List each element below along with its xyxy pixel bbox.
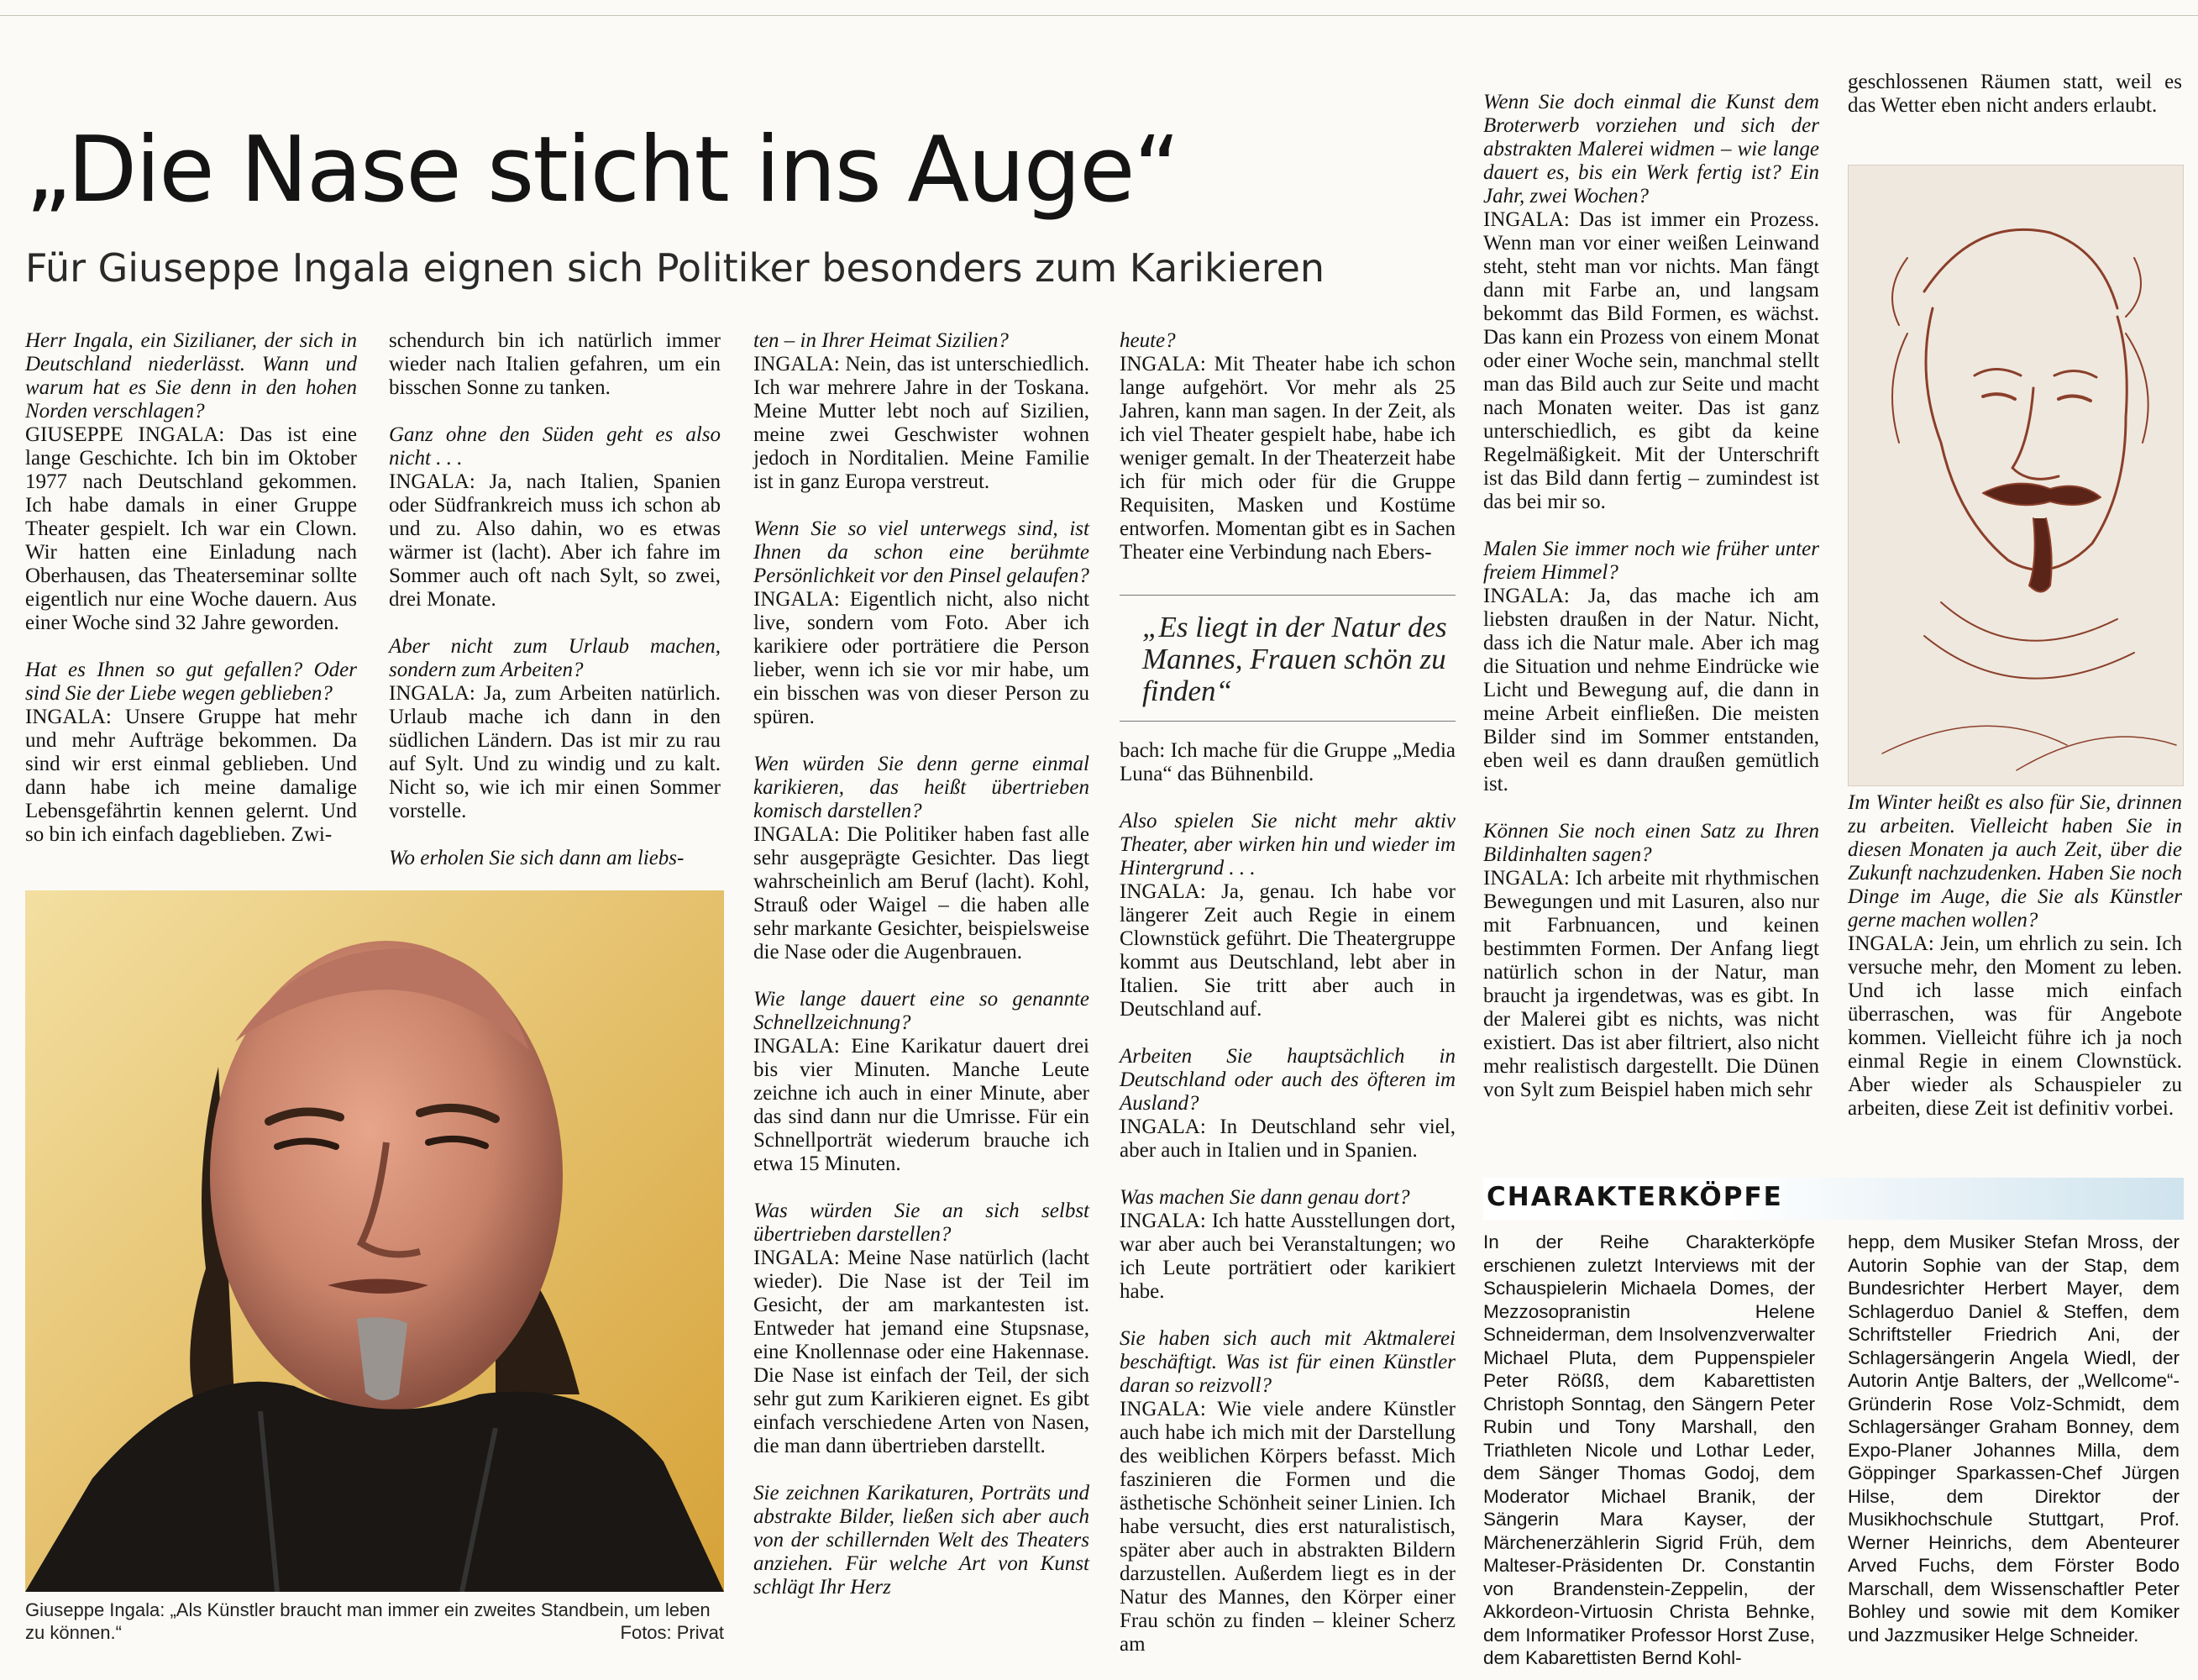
interview-question: Also spielen Sie nicht mehr aktiv Theater, aber wirken hin und wieder im Hintergrund . . . bbox=[1120, 810, 1456, 879]
interview-question: Sie zeichnen Karikaturen, Porträts und abstrakte Bilder, ließen sich aber auch von der schillernden Welt des Theaters anziehen. Für welche Art von Kunst schlägt Ihr Herz bbox=[753, 1482, 1089, 1599]
interview-answer: INGALA: Meine Nase natürlich (lacht wieder). Die Nase ist der Teil im Gesicht, der am markantesten ist. Entweder hat jemand eine Stupsnase, eine Knollennase oder eine Hakennase. Die Nase ist einfach der Teil, der sich sehr gut zum Karikieren eignet. Es gibt einfach verschiedene Arten von Nasen, die man dann übertrieben darstellt. bbox=[753, 1247, 1089, 1457]
subheadline: Für Giuseppe Ingala eignen sich Politiker besonders zum Karikieren bbox=[25, 245, 1325, 291]
info-box-title: CHARAKTERKÖPFE bbox=[1483, 1178, 2184, 1220]
interview-question: Hat es Ihnen so gut gefallen? Oder sind Sie der Liebe wegen geblieben? bbox=[25, 659, 357, 705]
interview-answer: INGALA: In Deutschland sehr viel, aber auch in Italien und in Spanien. bbox=[1120, 1116, 1456, 1162]
column-4 bbox=[1120, 329, 1456, 588]
interview-answer: INGALA: Jein, um ehrlich zu sein. Ich versuche mehr, den Moment zu leben. Und ich lasse mich einfach überraschen, was für Angebote kommen. Vielleicht führe ich ja noch einmal Regie in einem Clownstück. Aber wieder als Schauspieler zu arbeiten, diese Zeit ist definitiv vorbei. bbox=[1848, 932, 2182, 1120]
interview-question: Was würden Sie an sich selbst übertrieben darstellen? bbox=[753, 1200, 1089, 1246]
pullquote-bottom-rule bbox=[1120, 721, 1456, 722]
interview-answer: INGALA: Die Politiker haben fast alle sehr ausgeprägte Gesichter. Das liegt wahrscheinlich am Beruf (lacht). Kohl, Strauß oder Waigel – die haben alle sehr markante Gesichter, beispielsweise die Nase oder die Augenbrauen. bbox=[753, 823, 1089, 963]
interview-question: Was machen Sie dann genau dort? bbox=[1120, 1186, 1410, 1209]
top-edge-line bbox=[0, 15, 2198, 16]
interview-answer: INGALA: Ja, nach Italien, Spanien oder Südfrankreich muss ich schon ab und zu. Also dahin, wo es etwas wärmer ist (lacht). Aber ich fahre im Sommer auch oft nach Sylt, so zwei, drei Monate. bbox=[389, 470, 721, 611]
interview-answer: INGALA: Ich arbeite mit rhythmischen Bewegungen und mit Lasuren, also nur mit Farbnuancen, und keinen bestimmten Formen. Der Anfang liegt natürlich schon in der Natur, man braucht ja irgendetwas, was es gibt. In der Malerei gibt es nichts, was nicht existiert. Das ist aber filtriert, also nicht mehr realistisch dargestellt. Die Dünen von Sylt zum Beispiel haben mich sehr bbox=[1483, 867, 1819, 1101]
column-6-bottom bbox=[1848, 791, 2182, 1144]
interview-question: Können Sie noch einen Satz zu Ihren Bildinhalten sagen? bbox=[1483, 820, 1819, 866]
headline: „Die Nase sticht ins Auge“ bbox=[25, 118, 1179, 223]
pull-quote: „Es liegt in der Natur des Mannes, Frauen schön zu finden“ bbox=[1142, 611, 1447, 707]
interview-question: Im Winter heißt es also für Sie, drinnen zu arbeiten. Vielleicht haben Sie in diesen Monaten ja auch Zeit, über die Zukunft nachzudenken. Haben Sie noch Dinge im Auge, die Sie als Künstler gerne machen wollen? bbox=[1848, 791, 2182, 932]
interview-answer: bach: Ich mache für die Gruppe „Media Luna“ das Bühnenbild. bbox=[1120, 739, 1456, 785]
interview-question: Wenn Sie doch einmal die Kunst dem Broterwerb vorziehen und sich der abstrakten Malerei widmen – wie lange dauert es, bis ein Werk fertig ist? Ein Jahr, zwei Wochen? bbox=[1483, 91, 1819, 207]
info-box-text-right: hepp, dem Musiker Stefan Mross, der Autorin Sophie van der Stap, dem Bundesrichter Herbert Mayer, dem Schlagerduo Daniel & Steffen, dem Schriftsteller Friedrich Ani, der Schlagersängerin Angela Wiedl, der Autorin Antje Balters, der „Wellcome“-Gründerin Rose Volz-Schmidt, dem Schlagersänger Graham Bonney, dem Expo-Planer Johannes Milla, dem Göppinger Sparkassen-Chef Jürgen Hilse, dem Direktor der Musikhochschule Stuttgart, Prof. Werner Heinrichs, dem Abenteurer Arved Fuchs, dem Förster Bodo Marschall, dem Wissenschaftler Peter Bohley und sowie mit dem Komiker und Jazzmusiker Helge Schneider. bbox=[1848, 1231, 2180, 1646]
column-4-bottom bbox=[1120, 739, 1456, 1680]
interview-question: ten – in Ihrer Heimat Sizilien? bbox=[753, 329, 1009, 352]
interview-answer: INGALA: Ja, das mache ich am liebsten draußen in der Natur. Nicht, dass ich die Natur male. Aber ich mag die Situation und nehme Eindrücke wie Licht und Bewegung auf, die dann in meine Arbeit einfließen. Die meisten Bilder sind im Sommer entstanden, eben weil es dann draußen gemütlich ist. bbox=[1483, 585, 1819, 795]
photo-caption-text: Giuseppe Ingala: „Als Künstler braucht man immer ein zweites Standbein, um leben zu können.“ bbox=[25, 1599, 711, 1643]
interview-answer: INGALA: Nein, das ist unterschiedlich. Ich war mehrere Jahre in der Toskana. Meine Mutter lebt noch auf Sizilien, meine zwei Geschwister wohnen jedoch in Norditalien. Meine Familie ist in ganz Europa verstreut. bbox=[753, 353, 1089, 493]
interview-answer: INGALA: Eigentlich nicht, also nicht live, sondern vom Foto. Aber ich karikiere oder porträtiere die Person lieber, wenn ich sie vor mir habe, um ein bisschen was von dieser Person zu spüren. bbox=[753, 588, 1089, 728]
interview-answer: GIUSEPPE INGALA: Das ist eine lange Geschichte. Ich bin im Oktober 1977 nach Deutschland gekommen. Ich habe damals in einer Gruppe Theater gespielt. Ich war ein Clown. Wir hatten eine Einladung nach Oberhausen, das Theaterseminar sollte eigentlich nur eine Woche dauern. Aus einer Woche sind 32 Jahre geworden. bbox=[25, 423, 357, 634]
interview-question: heute? bbox=[1120, 329, 1176, 352]
interview-answer: INGALA: Mit Theater habe ich schon lange aufgehört. Vor mehr als 25 Jahren, kann man sagen. In der Zeit, als ich viel Theater gespielt habe, habe ich weniger gemalt. In der Theaterzeit habe ich für mich oder für die Gruppe Requisiten, Masken und Kostüme entworfen. Momentan gibt es in Sachen Theater eine Verbindung nach Ebers- bbox=[1120, 353, 1456, 564]
interview-question: Wie lange dauert eine so genannte Schnellzeichnung? bbox=[753, 988, 1089, 1034]
column-4-top bbox=[1120, 329, 1456, 564]
column-1 bbox=[25, 329, 357, 870]
interview-answer: INGALA: Ja, genau. Ich habe vor längerer Zeit auch Regie in einem Clownstück geführt. Die Theatergruppe kommt aus Deutschland, lebt aber in Italien. Sie tritt aber auch in Deutschland auf. bbox=[1120, 880, 1456, 1021]
portrait-photo-drawing bbox=[25, 890, 724, 1592]
interview-question: Arbeiten Sie hauptsächlich in Deutschland oder auch des öfteren im Ausland? bbox=[1120, 1045, 1456, 1115]
interview-answer: INGALA: Ich hatte Ausstellungen dort, war aber auch bei Veranstaltungen; wo ich Leute porträtiert oder karikiert habe. bbox=[1120, 1210, 1456, 1303]
interview-question: Ganz ohne den Süden geht es also nicht . . . bbox=[389, 423, 721, 470]
caricature-sketch-drawing bbox=[1849, 165, 2183, 785]
photo-caption bbox=[25, 1599, 724, 1644]
column-3 bbox=[753, 329, 1089, 1623]
column-2 bbox=[389, 329, 721, 894]
caricature-sketch-image bbox=[1848, 165, 2184, 786]
interview-question: Wo erholen Sie sich dann am liebs- bbox=[389, 847, 685, 869]
portrait-photo bbox=[25, 890, 724, 1592]
interview-question: Aber nicht zum Urlaub machen, sondern zum Arbeiten? bbox=[389, 635, 721, 681]
interview-question: Herr Ingala, ein Sizilianer, der sich in Deutschland niederlässt. Wann und warum hat es Sie denn in den hohen Norden verschlagen? bbox=[25, 329, 357, 423]
interview-answer: INGALA: Ja, zum Arbeiten natürlich. Urlaub mache ich dann in den südlichen Ländern. Das ist mir zu rau auf Sylt. Und zu windig und zu kalt. Nicht so, wie ich mir einen Sommer vorstelle. bbox=[389, 682, 721, 822]
info-box-text-left: In der Reihe Charakterköpfe erschienen zuletzt Interviews mit der Schauspielerin Michaela Domes, der Mezzosopranistin Helene Schneiderman, dem Insolvenzverwalter Michael Pluta, dem Puppenspieler Peter Rößß, dem Kabarettisten Christoph Sonntag, den Sängern Peter Rubin und Tony Marshall, den Triathleten Nicole und Lothar Leder, dem Sänger Thomas Godoj, dem Moderator Michael Branik, der Sängerin Mara Kayser, der Märchenerzählerin Sigrid Früh, dem Malteser-Präsidenten Dr. Constantin von Brandenstein-Zeppelin, der Akkordeon-Virtuosin Christa Behnke, dem Informatiker Professor Horst Zuse, dem Kabarettisten Bernd Kohl- bbox=[1483, 1231, 1815, 1668]
interview-answer: INGALA: Wie viele andere Künstler auch habe ich mich mit der Darstellung des weiblichen Körpers befasst. Mich faszinieren die Formen und die ästhetische Schönheit seiner Linien. Ich habe versucht, dies erst naturalistisch, später aber auch in abstrakten Bildern darzustellen. Außerdem liegt es in der Natur des Mannes, den Körper einer Frau schön zu finden – kleiner Scherz am bbox=[1120, 1398, 1456, 1656]
column-6-top bbox=[1848, 71, 2182, 141]
column-5 bbox=[1483, 91, 1819, 1126]
interview-answer: schendurch bin ich natürlich immer wieder nach Italien gefahren, um ein bisschen Sonne zu tanken. bbox=[389, 329, 721, 399]
interview-question: Malen Sie immer noch wie früher unter freiem Himmel? bbox=[1483, 538, 1819, 584]
interview-answer: INGALA: Das ist immer ein Prozess. Wenn man vor einer weißen Leinwand steht, steht man vor nichts. Man fängt dann mit Farbe an, und langsam bekommt das Bild Formen, es wächst. Das kann ein Prozess von einem Monat oder einer Woche sein, manchmal stellt man das Bild auch zur Seite und macht nach Monaten weiter. Das ist ganz unterschiedlich, es gibt da keine Regelmäßigkeit. Mit der Unterschrift ist das Bild dann fertig – zumindest ist das bei mir so. bbox=[1483, 208, 1819, 513]
interview-answer: INGALA: Unsere Gruppe hat mehr und mehr Aufträge bekommen. Da sind wir erst einmal geblieben. Und dann habe ich meine damalige Lebensgefährtin kennen gelernt. Und so bin ich einfach dageblieben. Zwi- bbox=[25, 706, 357, 846]
interview-question: Wen würden Sie denn gerne einmal karikieren, das heißt übertrieben komisch darstellen? bbox=[753, 753, 1089, 822]
interview-answer: INGALA: Eine Karikatur dauert drei bis vier Minuten. Manche Leute zeichne ich auch in einer Minute, aber das sind dann nur die Umrisse. Für ein Schnellporträt wiederum brauche ich etwa 15 Minuten. bbox=[753, 1035, 1089, 1175]
interview-question: Wenn Sie so viel unterwegs sind, ist Ihnen da schon eine berühmte Persönlichkeit vor den Pinsel gelaufen? bbox=[753, 517, 1089, 587]
photo-credit: Fotos: Privat bbox=[620, 1622, 724, 1643]
pullquote-top-rule bbox=[1120, 595, 1456, 596]
interview-answer: geschlossenen Räumen statt, weil es das Wetter eben nicht anders erlaubt. bbox=[1848, 71, 2182, 117]
interview-question: Sie haben sich auch mit Aktmalerei beschäftigt. Was ist für einen Künstler daran so reizvoll? bbox=[1120, 1327, 1456, 1397]
